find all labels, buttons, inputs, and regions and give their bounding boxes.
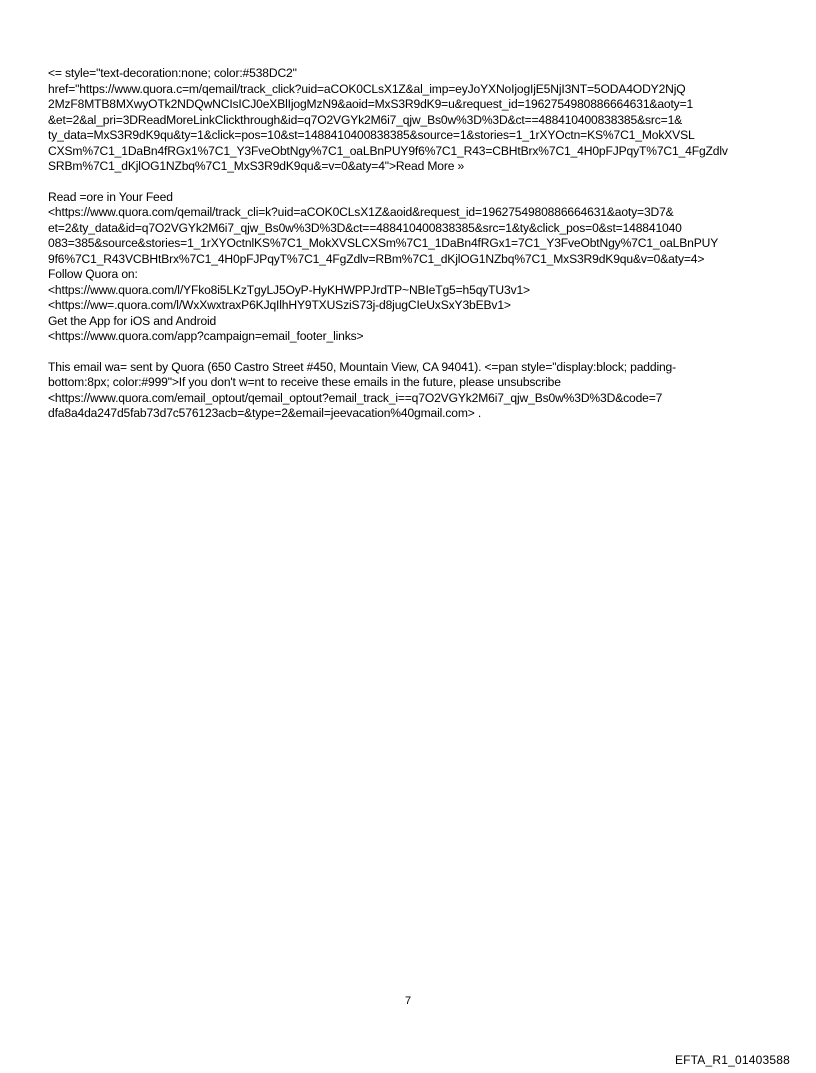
text-line: <https://www.quora.com/email_optout/qemail_optout?email_track_i==q7O2VGYk2M6i7_qjw_Bs0w%3D%3D&code=7 xyxy=(48,390,663,405)
bates-number: EFTA_R1_01403588 xyxy=(674,1053,790,1067)
text-line: <https://www.quora.com/l/YFko8i5LKzTgyLJ5OyP-HyKHWPPJrdTP~NBIeTg5=h5qyTU3v1> xyxy=(48,282,530,297)
text-line: <https://www.quora.com/qemail/track_cli=k?uid=aCOK0CLsX1Z&aoid&request_id=1962754980886664631&aoty=3D7& xyxy=(48,205,674,219)
document-body xyxy=(48,66,778,437)
email-footer-block xyxy=(48,360,778,422)
text-line: ty_data=MxS3R9dK9qu&ty=1&click=pos=10&st=1488410400838385&source=1&stories=1_1rXYOctn=KS%7C1_MokXVSL xyxy=(48,128,695,142)
text-line: &et=2&al_pri=3DReadMoreLinkClickthrough&id=q7O2VGYk2M6i7_qjw_Bs0w%3D%3D&ct==488410400838385&src=1& xyxy=(48,112,683,127)
text-line: href="https://www.quora.c=m/qemail/track_click?uid=aCOK0CLsX1Z&al_imp=eyJoYXNoIjogIjE5NjI3NT=5ODA4ODY2NjQ xyxy=(48,81,686,96)
text-line: Get the App for iOS and Android xyxy=(48,313,217,328)
read-more-link-block xyxy=(48,66,778,175)
text-line: CXSm%7C1_1DaBn4fRGx1%7C1_Y3FveObtNgy%7C1_oaLBnPUY9f6%7C1_R43=CBHtBrx%7C1_4H0pFJPqyT%7C1_4FgZdlv xyxy=(48,143,728,158)
text-line: dfa8a4da247d5fab73d7c576123acb=&type=2&email=jeevacation%40gmail.com> . xyxy=(48,406,482,420)
text-line: SRBm%7C1_dKjlOG1NZbq%7C1_MxS3R9dK9qu&=v=0&aty=4">Read More » xyxy=(48,159,465,173)
page-number: 7 xyxy=(404,995,412,1007)
text-line: 9f6%7C1_R43VCBHtBrx%7C1_4H0pFJPqyT%7C1_4FgZdlv=RBm%7C1_dKjlOG1NZbq%7C1_MxS3R9dK9qu&v=0&aty=4> xyxy=(48,251,705,266)
feed-and-follow-block xyxy=(48,190,778,345)
text-line: <https://www.quora.com/app?campaign=email_footer_links> xyxy=(48,329,364,343)
text-line: 083=385&source&stories=1_1rXYOctnlKS%7C1_MokXVSLCXSm%7C1_1DaBn4fRGx1=7C1_Y3FveObtNgy%7C1_oaLBnPUY xyxy=(48,236,719,250)
text-line: Follow Quora on: xyxy=(48,267,138,281)
text-line: Read =ore in Your Feed xyxy=(48,189,173,204)
text-line: bottom:8px; color:#999">If you don't w=nt to receive these emails in the future, please unsubscribe xyxy=(48,375,561,389)
text-line: et=2&ty_data&id=q7O2VGYk2M6i7_qjw_Bs0w%3D%3D&ct==488410400838385&src=1&ty&click_pos=0&st=148841040 xyxy=(48,220,682,235)
text-line: <= style="text-decoration:none; color:#538DC2" xyxy=(48,66,297,80)
text-line: 2MzF8MTB8MXwyOTk2NDQwNCIsICJ0eXBlIjogMzN9&aoid=MxS3R9dK9=u&request_id=1962754980886664631&aoty=1 xyxy=(48,97,694,111)
text-line: <https://ww=.quora.com/l/WxXwxtraxP6KJqIlhHY9TXUSziS73j-d8jugCIeUxSxY3bEBv1> xyxy=(48,298,511,312)
text-line: This email wa= sent by Quora (650 Castro Street #450, Mountain View, CA 94041). <=pan style="display:block; padding- xyxy=(48,359,677,374)
